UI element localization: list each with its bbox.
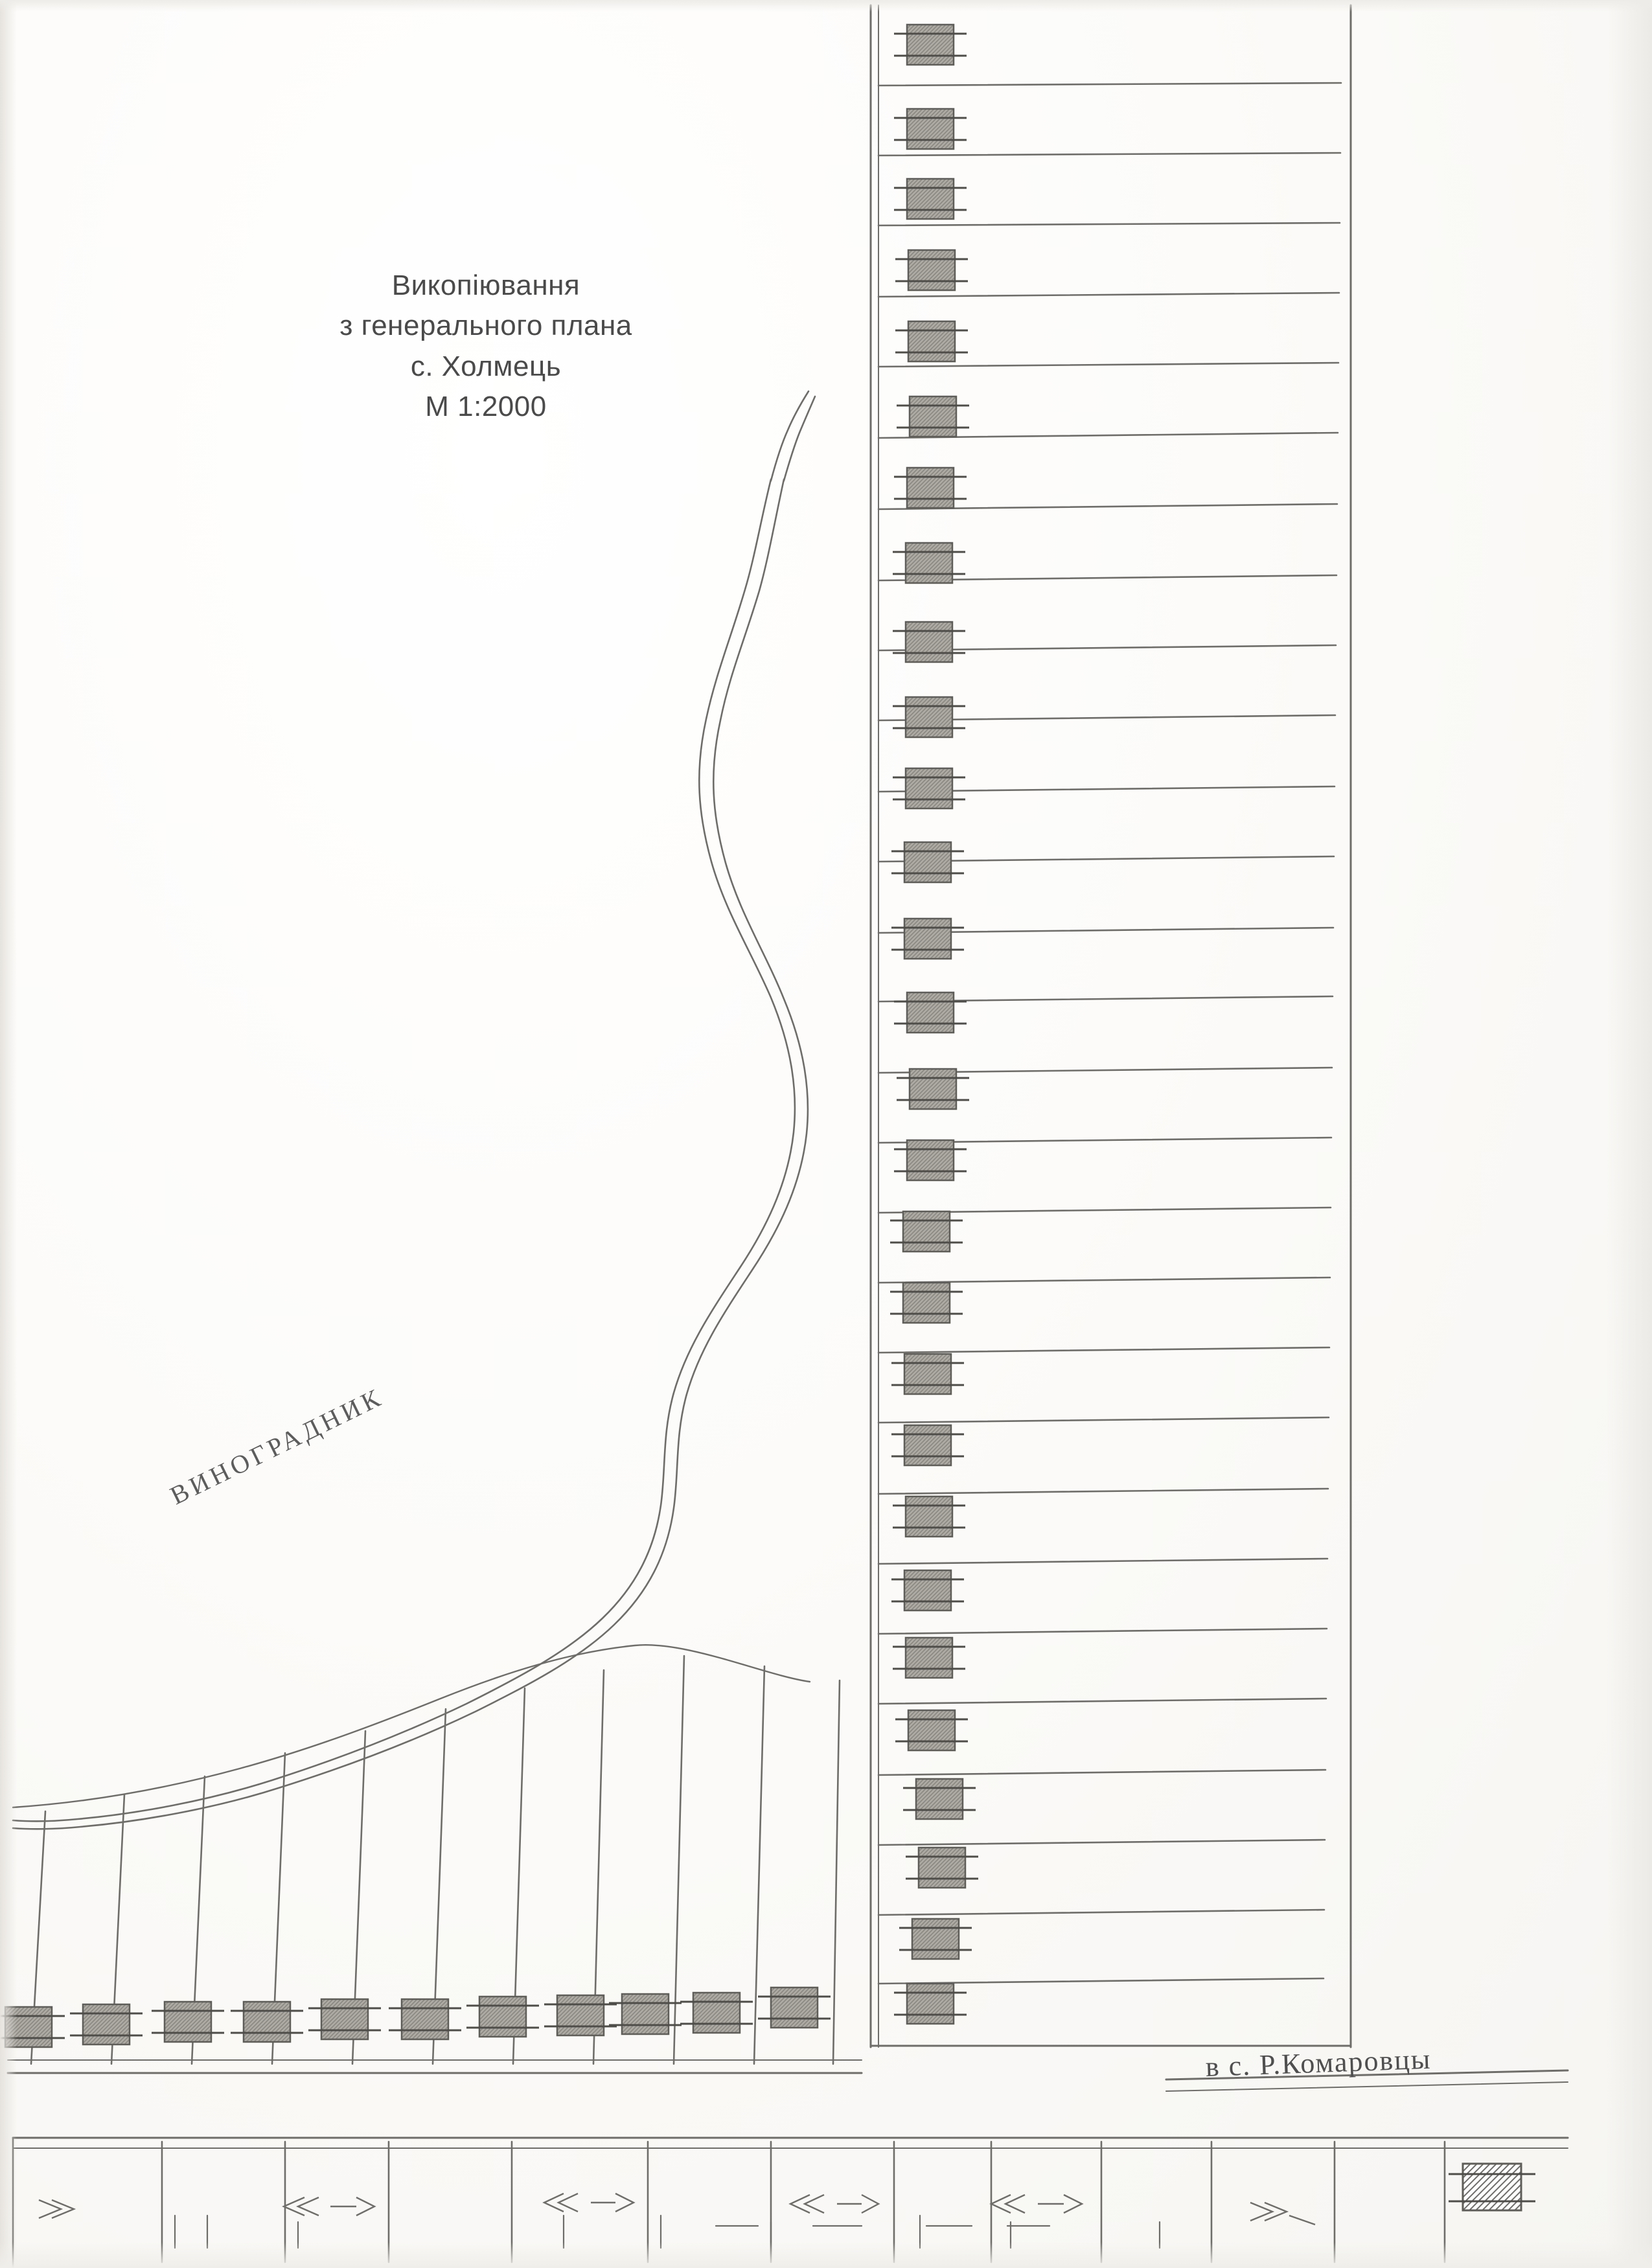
scan-edge-right bbox=[1607, 0, 1652, 2268]
scan-edge-top bbox=[0, 0, 1652, 12]
title-line-2: з генерального плана bbox=[339, 310, 632, 342]
title-line-1: Викопіювання bbox=[391, 269, 580, 301]
scan-edge-left bbox=[0, 0, 17, 2268]
building-symbols-central bbox=[890, 25, 978, 2024]
hatched-symbol bbox=[1449, 2164, 1535, 2210]
scan-edge-bottom bbox=[0, 2242, 1652, 2268]
title-line-4: М 1:2000 bbox=[425, 391, 547, 423]
vineyard-label: ВИНОГРАДНИК bbox=[165, 1381, 388, 1511]
road-destination-label: в с. Р.Комаровцы bbox=[1205, 2043, 1432, 2083]
title-line-3: с. Холмець bbox=[410, 350, 562, 382]
building-symbols-lower-left bbox=[0, 1987, 831, 2047]
